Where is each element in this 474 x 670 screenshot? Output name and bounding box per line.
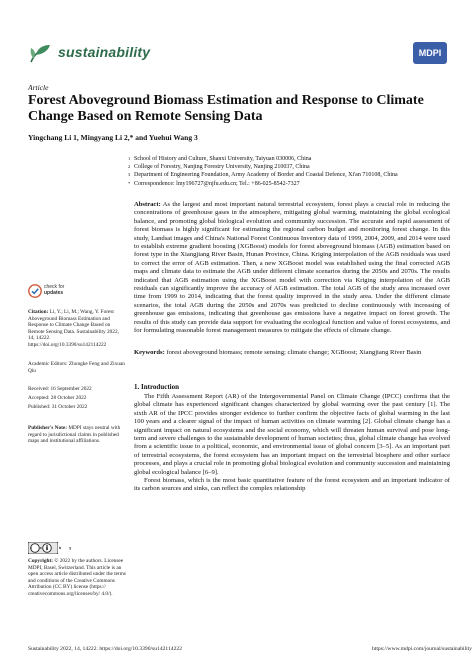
- introduction-body: [134, 393, 450, 618]
- academic-editors: Academic Editors: Zhongke Feng and Zixuan Qiu: [28, 361, 125, 374]
- publisher-logo-text[interactable]: MDPI: [418, 48, 442, 58]
- footer-citation[interactable]: Sustainability 2022, 14, 14222. https://doi.org/10.3390/su142114222: [28, 646, 182, 652]
- check-for-updates-icon[interactable]: [28, 284, 42, 298]
- author-list: Yingchang Li 1, Mingyang Li 2,* and Yuehui Wang 3: [28, 133, 198, 142]
- copyright: Copyright: © 2022 by the authors. Licensee MDPI, Basel, Switzerland. This article is an open access article distributed under the terms and conditions of the Creative Commons Attribution (CC BY) license (https:// creativecommons.org/licenses/by/ 4.0/).: [28, 558, 126, 597]
- journal-name[interactable]: sustainability: [58, 44, 151, 60]
- correspondence: * Correspondence: lmy196727@njfu.edu.cn; Tel.: +86-025-8542-7327: [128, 181, 300, 187]
- publisher-note: Publisher's Note: MDPI stays neutral with regard to jurisdictional claims in published maps and institutional affiliations.: [28, 425, 121, 445]
- citation: Citation: Li, Y.; Li, M.; Wang, Y. Forest Aboveground Biomass Estimation and Response to Climate Change Based on Remote Sensing Data. Sustainability 2022, 14, 14222. https://doi.org/10.3390/su142114222: [28, 309, 119, 348]
- keywords-label: Keywords:: [134, 349, 165, 356]
- paragraph-2: Forest biomass, which is the most basic quantitative feature of the forest ecosystem and an important indicator of its carbon sources and sinks, can reflect the complex relationship: [134, 477, 450, 493]
- section-heading: 1. Introduction: [134, 383, 179, 391]
- abstract-label: Abstract:: [134, 201, 161, 208]
- published-date: Published: 31 October 2022: [28, 404, 88, 410]
- abstract-text: As the largest and most important natural terrestrial ecosystem, forest plays a crucial role in reducing the concentrations of greenhouse gases in the atmosphere, mitigating global warming, maintaining the global ecological balance, and promoting global biological evolution and community succession. The accurate and rapid assessment of forest biomass is highly significant for estimating the regional carbon budget and monitoring forest change. In this study, Landsat images and China's National Forest Continuous Inventory data of 1999, 2004, 2009, and 2014 were used to establish extreme gradient boosting (XGBoost) models for forest aboveground biomass (AGB) estimation based on forest type in the Xiangjiang River Basin, Hunan Province, China. Kriging interpolation of the AGB residuals was used to correct the error of AGB estimation. Then, a new XGBoost model was established using the final corrected AGB maps and climate data to estimate the AGB under different climate scenarios during the 2050s and 2070s. The results indicated that AGB estimation using the XGBoost model with correction via Kriging interpolation of the AGB residuals can significantly improve the accuracy of AGB estimation. The total AGB of the study area increased over time from 1999 to 2014, indicating that the forest quality improved in the study area. Under the different climate scenarios, the total AGB during the 2050s and 2070s was predicted to decline continuously with increasing of greenhouse gas emissions, indicating that greenhouse gas emissions have a negative impact on forest growth. The results of this study can provide data support for evaluating the ecological function and value of forest ecosystems, and for formulating reasonable forest management measures to mitigate the effects of climate change.: [134, 201, 450, 335]
- check-for-updates[interactable]: check for updates: [44, 284, 65, 296]
- received-date: Received: 16 September 2022: [28, 386, 92, 392]
- abstract: [134, 201, 450, 344]
- article-title: Forest Aboveground Biomass Estimation and Response to Climate Change Based on Remote Sensing Data: [28, 93, 424, 124]
- keywords: [134, 349, 450, 357]
- affiliation-3: 3 Department of Engineering Foundation, Army Academy of Border and Coastal Defence, Xi'an 710108, China: [128, 172, 398, 178]
- cc-license-text: cc by: [30, 546, 80, 550]
- affiliation-2: 2 College of Forestry, Nanjing Forestry University, Nanjing 210037, China: [128, 164, 310, 170]
- accepted-date: Accepted: 28 October 2022: [28, 395, 87, 401]
- keywords-text: forest aboveground biomass; remote sensing; climate change; XGBoost; Xiangjiang River Basin: [166, 349, 422, 356]
- affiliation-1: 1 School of History and Culture, Shanxi University, Taiyuan 030006, China: [128, 156, 312, 162]
- article-type: Article: [28, 83, 49, 92]
- paragraph-1: The Fifth Assessment Report (AR) of the Intergovernmental Panel on Climate Change (IPCC) confirms that the global climate has experienced significant changes characterized by global warming over the past century [1]. The sixth AR of the IPCC provides stronger evidence to further confirm the objective facts of global warming in the last 100 years and a clearer signal of the impact of human activities on climate warming [2]. Global climate change has a significant impact on natural ecosystems and the social economy, which will threaten human survival and pose long-term and severe challenges to the sustainable development of human societies; thus, global climate change has evolved from a scientific issue to a political, economic, and environmental issue of global concern [3–5]. As an important part of terrestrial ecosystems, the forest ecosystem has an important impact on the terrestrial biosphere and other surface processes, and plays a crucial role in promoting global biological evolution and community succession and maintaining global ecological balance [6–9].: [134, 393, 450, 476]
- footer-journal-link[interactable]: https://www.mdpi.com/journal/sustainability: [372, 646, 473, 652]
- journal-logo-icon: [28, 43, 54, 65]
